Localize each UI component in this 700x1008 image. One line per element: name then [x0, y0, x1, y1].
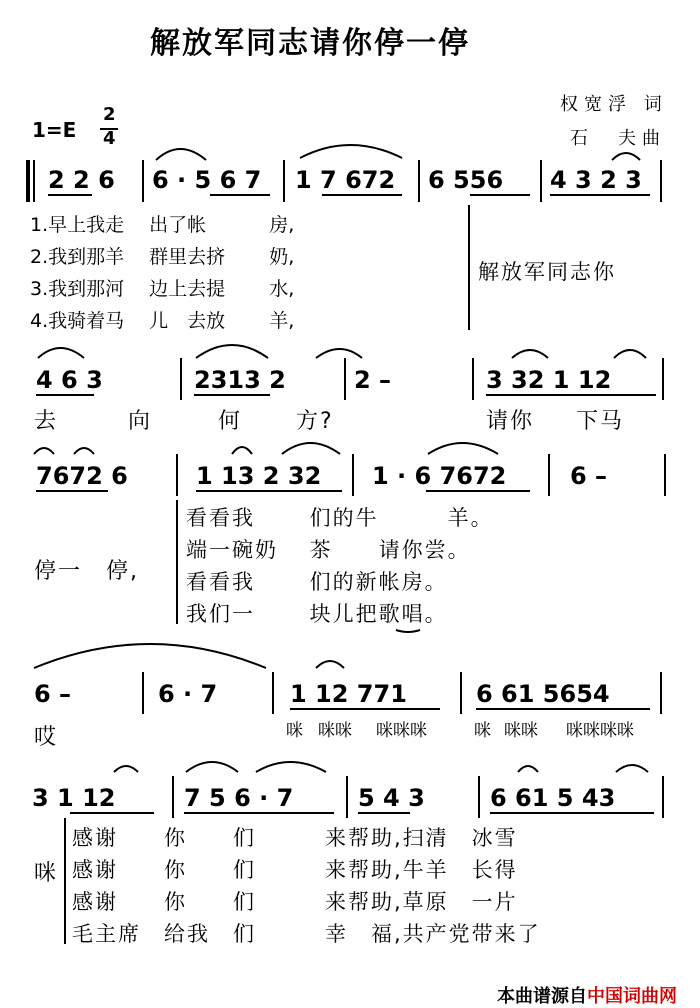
left-lyric: 咪: [34, 861, 59, 886]
measure-4: 6 556: [428, 166, 504, 194]
measure-5: 4 3 2 3: [550, 166, 642, 194]
footer-prefix: 本曲谱源自: [497, 986, 587, 1007]
slur: [612, 153, 640, 160]
time-signature-numerator: 2: [103, 104, 116, 125]
measure-8: 2 –: [354, 366, 392, 394]
verse-3: 3.我到那河 边上去提 水,: [30, 278, 295, 300]
footer-source: [497, 982, 677, 1008]
slur: [256, 762, 326, 772]
measure-16: 1 12 771: [290, 680, 407, 708]
measure-17: 6 61 5654: [476, 680, 610, 708]
lyric: 咪咪: [504, 721, 538, 741]
measure-20: 5 4 3: [358, 784, 425, 812]
measure-18: 3 1 12: [32, 784, 116, 812]
key-signature: 1=E: [32, 118, 77, 142]
lyric: 下马: [576, 409, 625, 434]
slur: [34, 448, 54, 454]
slur: [316, 349, 362, 358]
slur: [38, 348, 84, 358]
verse-2: 感谢 你 们 来帮助,牛羊 长得: [72, 858, 518, 882]
verse-4: 我们一 块儿把歌唱。: [186, 602, 448, 626]
measure-6: 4 6 3: [36, 366, 103, 394]
slur: [186, 762, 238, 772]
verse-3: 看看我 们的新帐房。: [186, 570, 448, 594]
measure-7: 2313 2: [194, 366, 286, 394]
page-title: 解放军同志请你停一停: [150, 26, 470, 61]
slur: [616, 765, 648, 772]
slur: [114, 766, 138, 772]
measure-1: 2 2 6: [48, 166, 115, 194]
refrain-lyric: 解放军同志你: [478, 260, 616, 284]
measure-14: 6 –: [34, 680, 72, 708]
measure-15: 6 · 7: [158, 680, 218, 708]
verse-4: 4.我骑着马 儿 去放 羊,: [30, 310, 295, 332]
slur: [74, 448, 94, 454]
slur: [196, 345, 268, 358]
verse-1: 感谢 你 们 来帮助,扫清 冰雪: [72, 826, 518, 850]
slur: [156, 149, 206, 160]
slur: [232, 447, 252, 454]
slur: [282, 443, 340, 454]
measure-13: 6 –: [570, 462, 608, 490]
slur: [428, 443, 498, 454]
slur: [518, 766, 538, 772]
measure-3: 1 7 672: [295, 166, 396, 194]
lyric: 咪: [286, 721, 303, 741]
slur: [316, 661, 344, 668]
slur: [614, 350, 646, 358]
verse-4: 毛主席 给我 们 幸 福,共产党带来了: [72, 922, 541, 946]
verse-1: 看看我 们的牛 羊。: [186, 506, 494, 530]
verse-3: 感谢 你 们 来帮助,草原 一片: [72, 890, 518, 914]
measure-21: 6 61 5 43: [490, 784, 616, 812]
measure-9: 3 32 1 12: [486, 366, 612, 394]
lyric: 咪咪: [318, 721, 352, 741]
lyric: 方?: [296, 409, 334, 434]
slur: [300, 145, 402, 158]
lyricist-credit: 权宽浮 词: [560, 94, 668, 115]
measure-2: 6 · 5 6 7: [152, 166, 262, 194]
lyric: 咪咪咪: [376, 721, 427, 741]
lyric: 请你: [486, 409, 535, 434]
verse-2: 2.我到那羊 群里去挤 奶,: [30, 246, 295, 268]
verse-1: 1.早上我走 出了帐 房,: [30, 214, 295, 236]
lyric: 何: [218, 409, 243, 434]
slur: [512, 350, 548, 358]
lyric: 去: [34, 409, 59, 434]
left-lyric: 停一 停,: [34, 559, 139, 584]
footer-site-link[interactable]: 中国词曲网: [587, 986, 677, 1007]
measure-11: 1 13 2 32: [196, 462, 322, 490]
lyric: 向: [128, 409, 153, 434]
measure-12: 1 · 6 7672: [372, 462, 507, 490]
slur: [396, 630, 420, 632]
composer-credit: 石 夫曲: [570, 128, 666, 149]
measure-10: 7672 6: [36, 462, 128, 490]
measure-19: 7 5 6 · 7: [184, 784, 294, 812]
verse-2: 端一碗奶 茶 请你尝。: [186, 538, 471, 562]
slur: [34, 644, 266, 668]
lyric: 哎: [34, 725, 59, 750]
lyric: 咪: [474, 721, 491, 741]
lyric: 咪咪咪咪: [566, 721, 634, 741]
time-signature-denominator: 4: [103, 128, 116, 149]
